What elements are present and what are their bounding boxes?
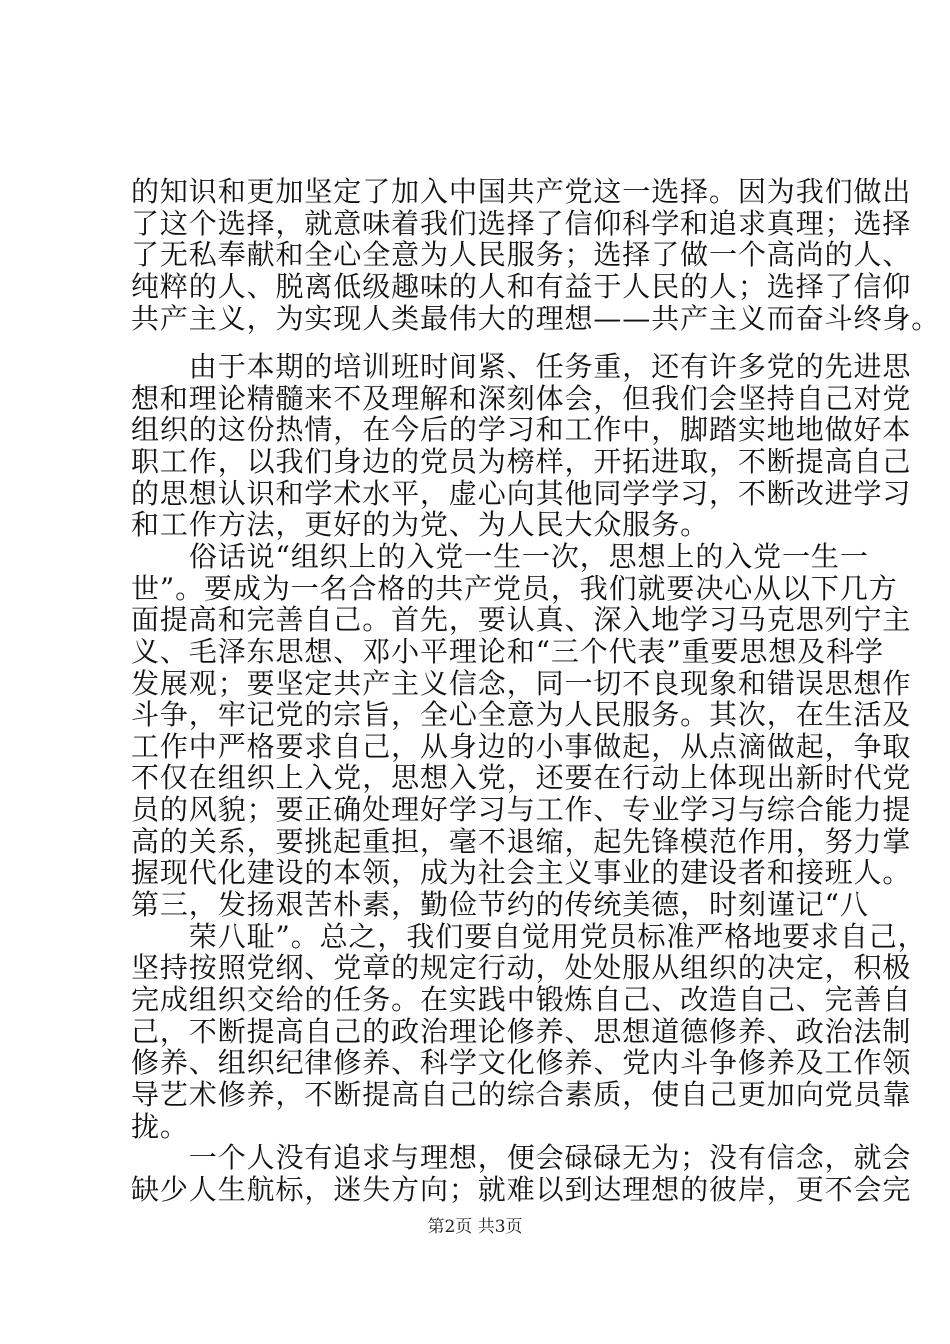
text-line: 了无私奉献和全心全意为人民服务；选择了做一个高尚的人、 [131,238,912,271]
text-line: 荣八耻”。总之，我们要自觉用党员标准严格地要求自己， [131,920,927,953]
text-line: 一个人没有追求与理想，便会碌碌无为；没有信念，就会 [131,1141,912,1174]
text-line: 想和理论精髓来不及理解和深刻体会，但我们会坚持自己对党 [131,382,912,415]
text-line: 的知识和更加坚定了加入中国共产党这一选择。因为我们做出 [131,175,912,208]
text-line: 握现代化建设的本领，成为社会主义事业的建设者和接班人。 [131,856,912,889]
text-line: 职工作，以我们身边的党员为榜样，开拓进取，不断提高自己 [131,445,912,478]
text-line: 不仅在组织上入党，思想入党，还要在行动上体现出新时代党 [131,761,912,794]
text-line: 完成组织交给的任务。在实践中锻炼自己、改造自己、完善自 [131,983,912,1016]
text-line: 由于本期的培训班时间紧、任务重，还有许多党的先进思 [131,350,912,383]
text-line: 工作中严格要求自己，从身边的小事做起，从点滴做起，争取 [131,730,912,763]
text-line: 斗争，牢记党的宗旨，全心全意为人民服务。其次，在生活及 [131,698,912,731]
text-line: 的思想认识和学术水平，虚心向其他同学学习，不断改进学习 [131,477,912,510]
text-line: 组织的这份热情，在今后的学习和工作中，脚踏实地地做好本 [131,413,912,446]
text-line: 高的关系，要挑起重担，毫不退缩，起先锋模范作用，努力掌 [131,825,912,858]
text-line: 第三，发扬艰苦朴素，勤俭节约的传统美德，时刻谨记“八 [131,888,869,921]
text-line: 导艺术修养，不断提高自己的综合素质，使自己更加向党员靠 [131,1078,912,1111]
text-line: 拢。 [131,1110,189,1143]
text-line: 共产主义，为实现人类最伟大的理想——共产主义而奋斗终身。 [131,302,941,335]
text-line: 缺少人生航标，迷失方向；就难以到达理想的彼岸，更不会完 [131,1173,912,1206]
page-number-footer: 第2页 共3页 [427,1217,523,1237]
text-line: 坚持按照党纲、党章的规定行动，处处服从组织的决定，积极 [131,951,912,984]
text-line: 员的风貌；要正确处理好学习与工作、专业学习与综合能力提 [131,793,912,826]
text-line: 世”。要成为一名合格的共产党员，我们就要决心从以下几方 [131,572,898,605]
text-line: 面提高和完善自己。首先，要认真、深入地学习马克思列宁主 [131,603,912,636]
text-line: 己，不断提高自己的政治理论修养、思想道德修养、政治法制 [131,1015,912,1048]
text-line: 俗话说“组织上的入党一生一次，思想上的入党一生一 [131,540,869,573]
text-line: 和工作方法，更好的为党、为人民大众服务。 [131,508,710,541]
text-line: 纯粹的人、脱离低级趣味的人和有益于人民的人；选择了信仰 [131,270,912,303]
text-line: 了这个选择，就意味着我们选择了信仰科学和追求真理；选择 [131,207,912,240]
text-line: 义、毛泽东思想、邓小平理论和“三个代表”重要思想及科学 [131,635,884,668]
text-line: 发展观；要坚定共产主义信念，同一切不良现象和错误思想作 [131,667,912,700]
text-line: 修养、组织纪律修养、科学文化修养、党内斗争修养及工作领 [131,1046,912,1079]
